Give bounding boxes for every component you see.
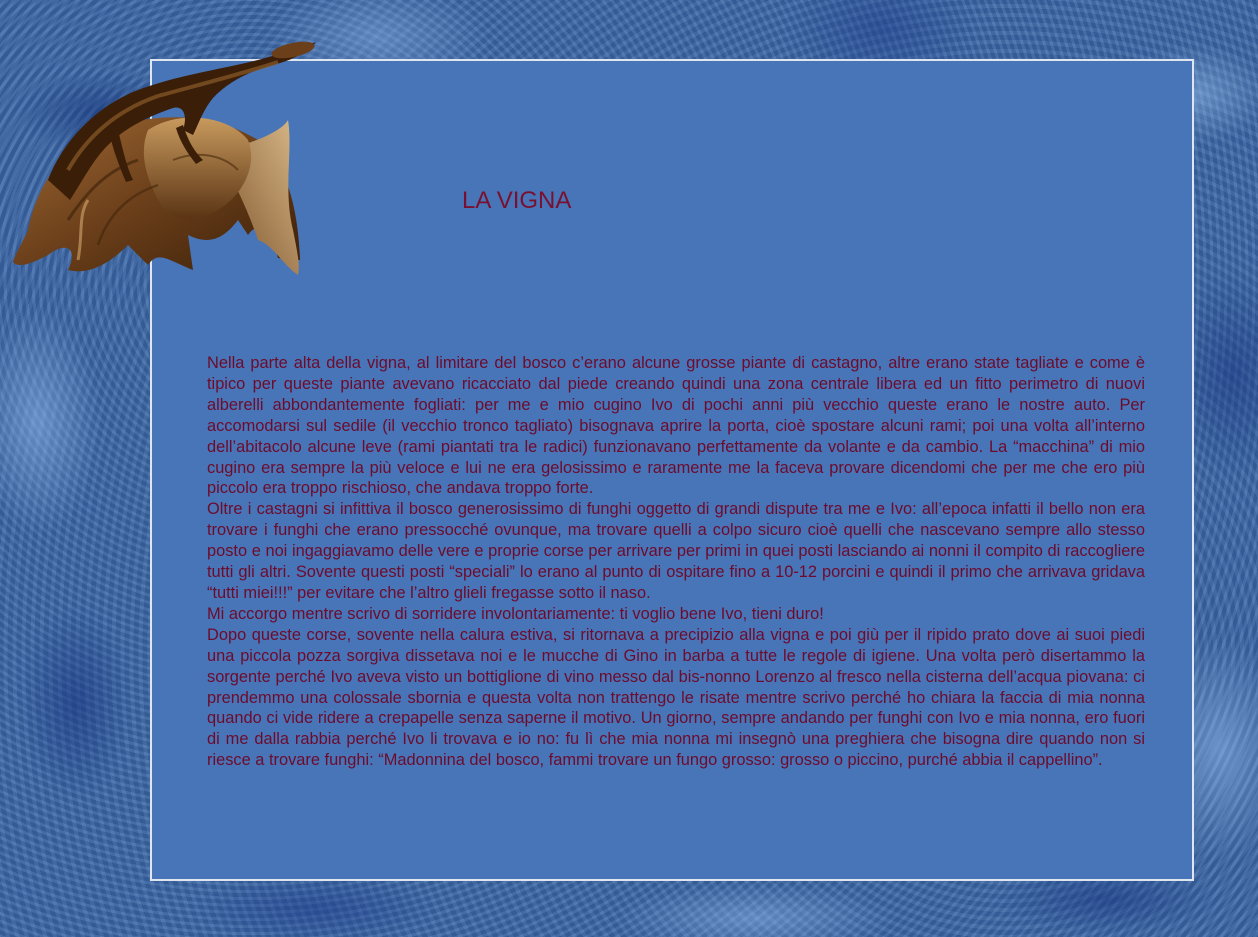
paragraph-2: Oltre i castagni si infittiva il bosco generosissimo di funghi oggetto di grandi dispute tra me e Ivo: all’epoca infatti il bello non era trovare i funghi che erano pressocché ovunque, ma trovare quelli a colpo sicuro cioè quelli che nascevano sempre allo stesso posto e noi ingaggiavamo delle vere e proprie corse per arrivare per primi in quei posti lasciando ai nonni il compito di raccogliere tutti gli altri. Sovente questi posti “speciali” lo erano al punto di ospitare fino a 10-12 porcini e quindi il primo che arrivava gridava “tutti miei!!!” per evitare che l’altro glieli fregasse sotto il naso.: [207, 500, 1145, 602]
paragraph-3: Mi accorgo mentre scrivo di sorridere involontariamente: ti voglio bene Ivo, tieni duro!: [207, 604, 824, 623]
page-title: LA VIGNA: [462, 187, 572, 214]
story-text: [207, 353, 1145, 771]
paragraph-1: Nella parte alta della vigna, al limitare del bosco c’erano alcune grosse piante di castagno, altre erano state tagliate e come è tipico per queste piante avevano ricacciato dal piede creando quindi una zona centrale libera ed un fitto perimetro di nuovi alberelli abbondantemente fogliati: per me e mio cugino Ivo di pochi anni più vecchio queste erano le nostre auto. Per accomodarsi sul sedile (il vecchio tronco tagliato) bisognava aprire la porta, cioè spostare alcuni rami; poi una volta all’interno dell’abitacolo alcune leve (rami piantati tra le radici) funzionavano perfettamente da volante e da cambio. La “macchina” di mio cugino era sempre la più veloce e lui ne era gelosissimo e raramente me la faceva provare dicendomi che per me che ero più piccolo era troppo rischioso, che andava troppo forte.: [207, 354, 1145, 498]
wood-sculpture-icon: [8, 30, 320, 280]
paragraph-4: Dopo queste corse, sovente nella calura estiva, si ritornava a precipizio alla vigna e poi giù per il ripido prato dove ai suoi piedi una piccola pozza sorgiva dissetava noi e le mucche di Gino in barba a tutte le regole di igiene. Una volta però disertammo la sorgente perché Ivo aveva visto un bottiglione di vino messo dal bis-nonno Lorenzo al fresco nella cisterna dell’acqua piovana: ci prendemmo una colossale sbornia e questa volta non trattengo le risate mentre scrivo perché ho chiara la faccia di mia nonna quando ci vide ridere a crepapelle senza saperne il motivo. Un giorno, sempre andando per funghi con Ivo e mia nonna, ero fuori di me dalla rabbia perché Ivo li trovava e io no: fu lì che mia nonna mi insegnò una preghiera che bisogna dire quando non si riesce a trovare funghi: “Madonnina del bosco, fammi trovare un fungo grosso: grosso o piccino, purché abbia il cappellino”.: [207, 625, 1145, 770]
